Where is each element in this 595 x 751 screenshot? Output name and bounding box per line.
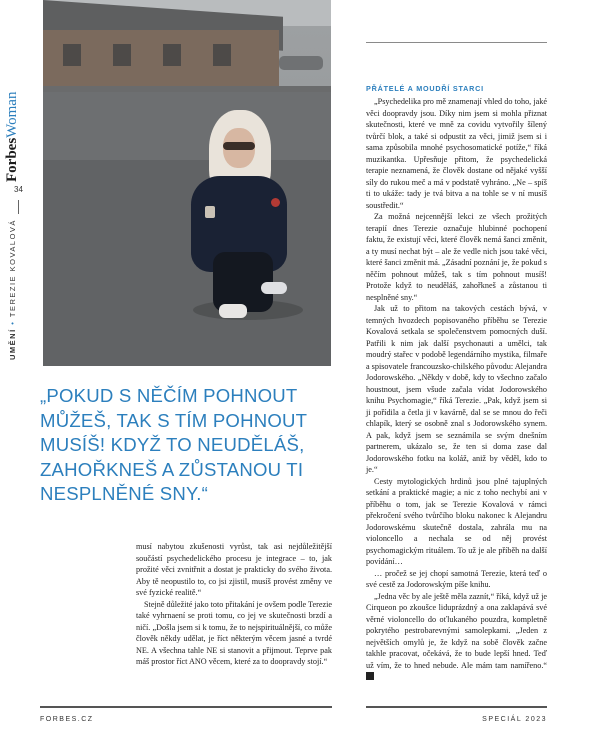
footer-rule-right: [366, 706, 547, 708]
right-top-rule: [366, 42, 547, 43]
end-mark-icon: [366, 672, 374, 680]
page-number: 34: [14, 185, 23, 194]
right-paragraph: Jak už to přitom na takových cestách bývá, v temných hvozdech popisovaného příběhu se Terezie Kovalová setkala se společenstvem pomocných duší. Patřili k nim jak další psychonauti a umělci, tak moudrý stařec v podobě legendárního mystika, filmaře a spisovatele francouzsko-chilského původu: Alejandra Jodorowského. „Někdy v době, kdy to všechno začalo houstnout, jsem všude začala vídat Jodorowského knihu Psychomagie,“ říká Terezie. „Pak, když jsem si ji pořídila a četla ji v kavárně, dal se se mnou do řeči chlapík, který se osobně znal s Jodorowského synem. A pak, když jsem se seznámila se svým dnešním partnerem, ukázalo se, že ten si doma zase dal Jodorowského fotku na koláž, aniž by věděl, kdo to je.“: [366, 304, 547, 474]
left-paragraph: musí nabytou zkušenosti vyrůst, tak asi nejdůležitější součástí psychedelického procesu je integrace – to, jak prožité věci zvnitřnit a dostat je prakticky do svého života. Aby tě neopustilo to, co jsi zjistil, musíš provést změny ve své fyzické realitě.“: [136, 542, 332, 597]
section-subject: TEREZIE KOVALOVÁ: [8, 219, 17, 318]
left-column: [136, 541, 332, 668]
pull-quote: „POKUD S NĚČÍM POHNOUT MŮŽEŠ, TAK S TÍM POHNOUT MUSÍŠ! KDYŽ TO NEUDĚLÁŠ, ZAHOŘKNEŠ A ZŮSTANOU TI NESPLNĚNÉ SNY.“: [40, 385, 307, 505]
right-paragraph-text: „Jedna věc by ale ještě měla zaznít,“ říká, když už je Cirqueon po zkoušce liduprázdný a ona zaklapává své věrné violoncello do oťlukaného pouzdra, kompletně pokrytého pestrobarevnými samolepkami. „Jeden z největších omylů je, že když na sobě člověk začne takhle pracovat, očekává, že to bude lepší hned. Teď už vím, že to hned nebude. Ale mám tam namířeno.“: [366, 591, 547, 670]
right-paragraph: Cesty mytologických hrdinů jsou plné tajuplných setkání a praktické magie; a nic z toho nechybí ani v příběhu o tom, jak se Terezie Kovalová v rámci překročení svého tvůrčího bloku nakonec k Alejandru Jodorowskému skutečně dostala, zahrála mu na violoncello a nechala se od něj provést psychomagickým rituálem. To už je ale příběh na další povídání…: [366, 476, 547, 566]
right-paragraph: Za možná nejcennější lekci ze všech prožitých terapií dnes Terezie označuje hlubinné pochopení faktu, že existují věci, které člověk nemá šanci změnit, a ty musí nechat být – ale že vedle nich jsou také věci, které šanci změnit má. „Zásadní poznání je, že pokud s něčím pohnout můžeš, tak s tím pohnout musíš! Protože když to neuděláš, zahořkneš a zůstanou ti nesplněné sny.“: [366, 212, 547, 302]
footer-rule-left: [40, 706, 332, 708]
footer-website: FORBES.CZ: [40, 716, 94, 723]
brand-forbes: Forbes: [4, 137, 20, 182]
section-name: UMĚNÍ: [8, 328, 17, 360]
footer-issue: SPECIÁL 2023: [482, 716, 547, 723]
right-paragraph-last: [366, 591, 547, 683]
right-paragraph: … pročež se jej chopí samotná Terezie, která teď o své cestě za Jodorowským píše knihu.: [366, 568, 547, 589]
section-heading: PŘÁTELÉ A MOUDŘÍ STARCI: [366, 84, 484, 93]
right-paragraph: „Psychedelika pro mě znamenají vhled do toho, jaké věci doopravdy jsou. Díky nim jsem si mohla přiznat skutečnosti, které ve mně za covidu vytvořily šílený tvůrčí blok, a také si odpustit za věci, jimiž jsem si i sama způsobila mnohé psychosomatické potíže,“ říká muzikantka. Upřesňuje přitom, že psychedelická terapie neznamená, že člověk dostane od nějaké vyšší síly do rukou meč a má v podstatě vyhráno. „Ne – spíš ti to ukáže: tady je tvá bitva a na tohle se v ní musíš soustředit.“: [366, 97, 547, 210]
brand-woman: Woman: [4, 91, 20, 138]
article-photo: [43, 0, 331, 366]
side-section-label: [8, 220, 26, 360]
left-paragraph: Stejně důležité jako toto přitakání je ovšem podle Terezie také vyhrnaení se proti tomu, co jej ve skutečnosti brzdí a ničí. „Došla jsem si k tomu, že to nejspirituálnější, co může člověk někdy udělat, je říct některým věcem jasné a tvrdé NE. A všechna tahle NE si stanovit a přijmout. Teprve pak máš prostor říct ANO věcem, které za to doopravdy stojí.“: [136, 599, 332, 666]
right-column: [366, 96, 547, 683]
side-divider: [18, 200, 19, 214]
side-brand-logo: [4, 72, 24, 182]
section-separator: •: [8, 320, 17, 325]
